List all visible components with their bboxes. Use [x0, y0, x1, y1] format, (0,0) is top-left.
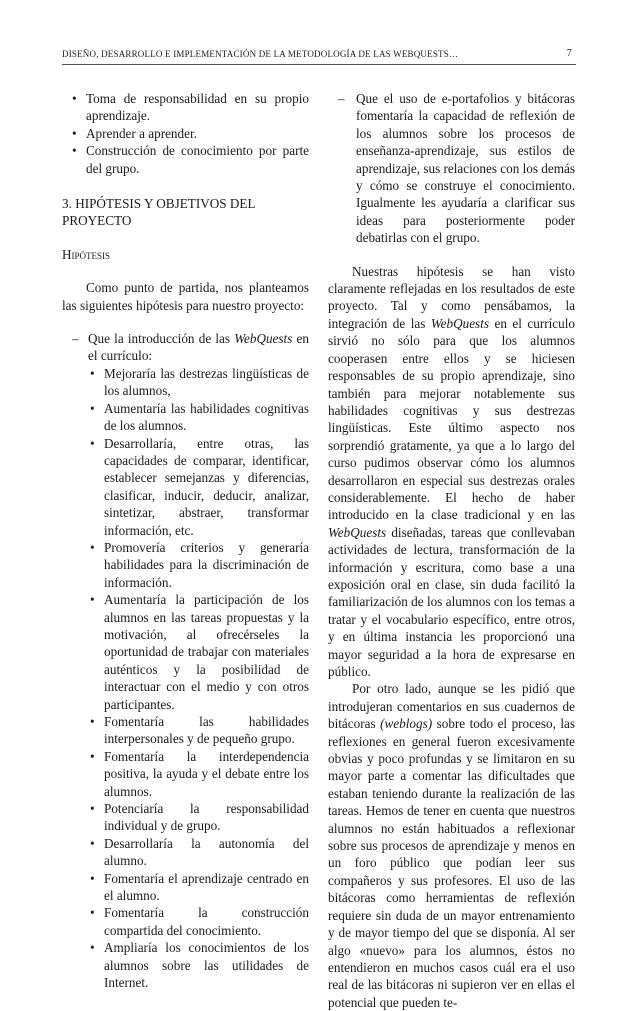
list-item: • Fomentaría la construcción compartida del conocimiento. [88, 904, 309, 939]
para1-text-a: Nuestras hipótesis se han visto claramente reflejadas en los resultados de este proyecto. Tal y como pensábamos, la integración de las [328, 263, 575, 331]
section-heading: 3. HIPÓTESIS Y OBJETIVOS DEL PROYECTO [62, 196, 256, 229]
eportfolio-dash-item: – Que el uso de e-portafolios y bitácoras fomentaría la capacidad de reflexión de los alumnos sobre los procesos de enseñanza-aprendizaje, sus estilos de aprendizaje, sus relaciones con los demás y cómo se construye el conocimiento. Igualmente les ayudaría a clarificar sus ideas para posteriormente poder debatirlas con el grupo. [328, 90, 575, 247]
para2-text-b: sobre todo el proceso, las reflexiones en general fueron excesivamente obvias y poco profundas y se limitaron en su mayor parte a comentar las dificultades que estaban teniendo durante la realización de las tareas. Hemos de tener en cuenta que nuestros alumnos no están habituados a reflexionar sobre sus procesos de aprendizaje y menos en un foro público que podían leer sus compañeros y sus profesores. El uso de las bitácoras como herramientas de reflexión requiere sin duda de un mayor entrenamiento y de mayor tiempo del que se disponía. Al ser algo «nuevo» para los alumnos, éstos no entendieron en muchos casos cuál era el uso real de las bitácoras ni supieron ver en ellas el potencial que pueden te- [328, 716, 576, 1010]
list-item: • Desarrollaría, entre otras, las capacidades de comparar, identificar, establecer semejanzas y diferencias, clasificar, inducir, deducir, analizar, sintetizar, abstraer, transformar información, etc. [88, 435, 309, 539]
list-item: • Construcción de conocimiento por parte del grupo. [70, 142, 309, 177]
list-item: • Aumentaría la participación de los alumnos en las tareas propuestas y la motivación, al ofrecérseles la oportunidad de trabajar con materiales auténticos y la posibilidad de interactuar con el medio y con otros participantes. [88, 591, 309, 713]
blogs-paragraph [328, 680, 575, 1011]
para1-text-c: diseñadas, tareas que conllevaban actividades de lectura, transformación de la información y escritura, como base a una exposición oral en clase, sin duda facilitó la familiarización de los alumnos con los temas a tratar y el vocabulario específico, entre otros, y en última instancia les proporcionó una mayor seguridad a la hora de expresarse en público. [328, 524, 575, 679]
para2-em: (weblogs) [380, 716, 433, 732]
page-number: 7 [566, 48, 572, 59]
header-title: DISEÑO, DESARROLLO E IMPLEMENTACIÓN DE LA METODOLOGÍA DE LAS WEBQUESTS… [62, 49, 459, 59]
list-item: • Desarrollaría la autonomía del alumno. [88, 835, 309, 870]
list-item: • Ampliaría los conocimientos de los alumnos sobre las utilidades de Internet. [88, 939, 309, 991]
para1-text-b: en el currículo sirvió no sólo para que los alumnos cooperasen entre ellos y se hiciesen responsables de su propio aprendizaje, sino también para mejorar notablemente sus habilidades cognitivas y sus destrezas lingüísticas. Este último aspecto nos sorprendió gratamente, ya que a lo largo del curso pudimos observar cómo los alumnos desarrollaron en especial sus destrezas orales considerablemente. El hecho de haber introducido en la clase tradicional y en las [328, 315, 575, 523]
list-item: • Mejoraría las destrezas lingüísticas de los alumnos, [88, 365, 309, 400]
results-paragraph [328, 263, 575, 681]
para1-em-2: WebQuests [328, 524, 387, 540]
subheading: Hipótesis [62, 246, 111, 262]
intro-paragraph: Como punto de partida, nos planteamos las siguientes hipótesis para nuestro proyecto: [62, 280, 309, 313]
running-header [62, 46, 576, 65]
hypotheses-list [62, 365, 309, 992]
dash-text-em: WebQuests [234, 331, 293, 347]
top-bullet-list [62, 90, 309, 177]
list-item: • Promovería criterios y generaría habilidades para la discriminación de información. [88, 539, 309, 591]
list-item: • Fomentaría las habilidades interpersonales y de pequeño grupo. [88, 713, 309, 748]
hypothesis-dash-item [62, 330, 309, 365]
right-column [328, 90, 575, 1011]
list-item: • Fomentaría el aprendizaje centrado en el alumno. [88, 870, 309, 905]
dash-text-a: Que la introducción de las [88, 331, 235, 347]
left-column [62, 90, 309, 992]
para1-em-1: WebQuests [430, 315, 489, 331]
list-item: • Potenciaría la responsabilidad individual y de grupo. [88, 800, 309, 835]
dash-text-b: en el currículo: [88, 331, 309, 364]
list-item: • Aprender a aprender. [70, 125, 309, 142]
list-item: • Toma de responsabilidad en su propio aprendizaje. [70, 90, 309, 125]
para2-text-a: Por otro lado, aunque se les pidió que introdujeran comentarios en sus cuadernos de bitácoras [328, 681, 575, 732]
list-item: • Aumentaría las habilidades cognitivas de los alumnos. [88, 400, 309, 435]
list-item: • Fomentaría la interdependencia positiva, la ayuda y el debate entre los alumnos. [88, 748, 309, 800]
